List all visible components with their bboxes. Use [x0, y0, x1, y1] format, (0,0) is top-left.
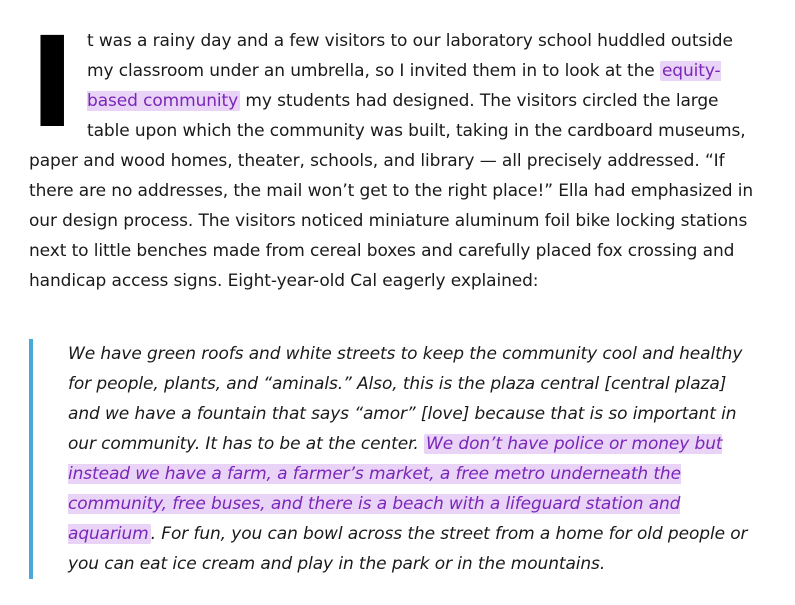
student-quote — [29, 339, 759, 579]
quote-paragraph — [68, 339, 759, 579]
highlighted-text[interactable]: equity-based community — [87, 61, 721, 111]
quote-text-start: We have green roofs and white streets to keep the community cool and healthy for people, plants, and “aminals.” Also, this is the plaza central [central plaza] and we have a fountain that says “amor” [love] because that is so important in our community. It has to be at the center. — [68, 344, 743, 454]
quote-text-end: . For fun, you can bowl across the street from a home for old people or you can eat ice cream and play in the park or in the mountains. — [68, 524, 748, 574]
lead-text-end: my students had designed. The visitors circled the large table upon which the community was built, taking in the cardboard museums, paper and wood homes, theater, schools, and library — all precisely addressed. “If there are no addresses, the mail won’t get to the right place!” Ella had emphasized in our design process. The visitors noticed miniature aluminum foil bike locking stations next to little benches made from cereal boxes and carefully placed fox crossing and handicap access signs. Eight-year-old Cal eagerly explained: — [29, 91, 754, 291]
drop-cap: I — [29, 11, 76, 156]
article-body — [29, 11, 759, 296]
lead-paragraph — [29, 11, 759, 296]
quote-highlighted-text[interactable]: We don’t have police or money but instead we have a farm, a farmer’s market, a free metro underneath the community, free buses, and there is a beach with a lifeguard station and aquarium — [68, 434, 723, 544]
lead-text-start: t was a rainy day and a few visitors to our laboratory school huddled outside my classroom under an umbrella, so I invited them in to look at the — [87, 31, 733, 81]
